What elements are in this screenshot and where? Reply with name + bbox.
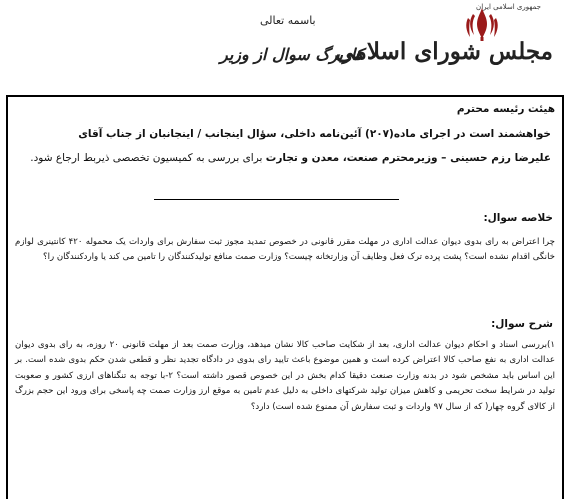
summary-title: خلاصه سوال:	[483, 212, 553, 224]
description-text: ۱)بررسی اسناد و احکام دیوان عدالت اداری، بعد از شکایت صاحب کالا نشان میدهد، وزارت صمت بعد از مهلت قانونی ۲۰ روزه، به رای بدوی دیوان عدالت اداری به نفع صاحب کالا اعتراض کرده است و همین موضوع باعث تایید رای بدوی در دادگاه تجدید نظر و قطعی شدن حکم بدوی شده است. بر این اساس باید مشخص شود در بدنه وزارت صنعت دقیقا کدام بخش در این خصوص قصور داشته است؟ ۲-با توجه به تنگناهای ارزی کشور و صعوبت تولید در شرایط سخت تحریمی و کاهش میزان تولید شرکتهای داخلی به دلیل عدم تامین به موقع ارز وزارت صمت چه پاسخی برای ورود این حجم بزرگ از کالای گروه چهار( که از سال ۹۷ واردات و ثبت سفارش آن ممنوع شده است) دارد؟	[15, 340, 555, 412]
form-title: کاربرگ سوال از وزیر	[220, 45, 364, 64]
summary-text: چرا اعتراض به رای بدوی دیوان عدالت اداری در مهلت مقرر قانونی در خصوص تمدید مجوز ثبت سفارش برای واردات یک محموله ۴۲۰ کانتینری لوازم خانگی اقدام نشده است؟ پشت پرده ترک فعل وظایف آن وزارتخانه چیست؟ وزارت صمت منافع تولیدکنندگان را تامین می کند یا واردکنندگان را؟	[15, 237, 555, 263]
org-subtitle: جمهوری اسلامی ایران	[476, 3, 541, 11]
referral-text: برای بررسی به کمیسیون تخصصی ذیربط ارجاع شود.	[30, 152, 266, 164]
iran-emblem-icon	[465, 6, 499, 42]
recipient-line: هیئت رئیسه محترم	[456, 103, 555, 115]
minister-name: علیرضا رزم حسینی – وزیرمحترم صنعت، معدن و تجارت	[265, 152, 551, 164]
minister-line	[30, 152, 551, 164]
description-title: شرح سوال:	[491, 318, 553, 330]
intro-line: خواهشمند است در اجرای ماده(۲۰۷) آئین‌نامه داخلی، سؤال اینجانب / اینجانبان از جناب آقای	[78, 128, 551, 140]
org-name-calligraphy: مجلس شورای اسلامی	[335, 38, 553, 65]
document-header	[0, 0, 569, 92]
bismillah: باسمه تعالی	[260, 14, 316, 27]
divider	[154, 199, 399, 200]
